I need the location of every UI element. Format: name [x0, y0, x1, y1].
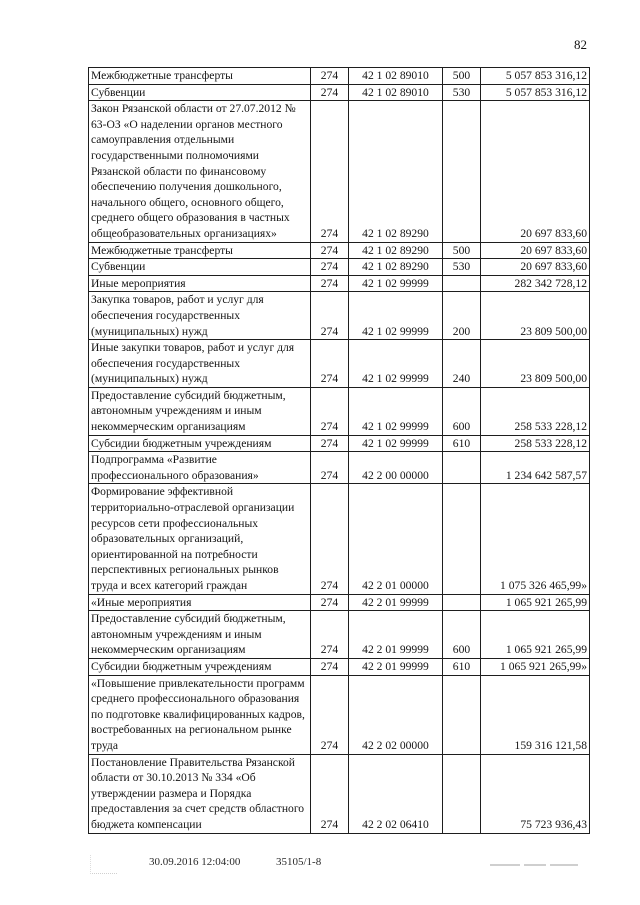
row-code: 42 2 02 00000	[349, 675, 443, 754]
page-number: 82	[574, 37, 587, 52]
row-ved: 274	[311, 340, 349, 388]
row-name: Иные мероприятия	[89, 275, 311, 292]
row-sum: 5 057 853 316,12	[481, 84, 590, 101]
row-sum: 20 697 833,60	[481, 242, 590, 259]
table-row	[89, 101, 590, 242]
table-row	[89, 387, 590, 435]
footer-datetime: 30.09.2016 12:04:00	[149, 856, 241, 868]
table-row	[89, 340, 590, 388]
row-ved: 274	[311, 484, 349, 594]
row-sum: 1 065 921 265,99	[481, 611, 590, 659]
row-name: Формирование эффективной территориально-отраслевой организации ресурсов сети профессиональных образовательных организаций, ориентированной на потребности перспективных региональных рынков труда и всех категорий граждан	[89, 484, 311, 594]
row-sum: 20 697 833,60	[481, 259, 590, 276]
table-row	[89, 242, 590, 259]
row-type: 530	[443, 84, 481, 101]
row-ved: 274	[311, 68, 349, 85]
row-name: Субсидии бюджетным учреждениям	[89, 435, 311, 452]
table-row	[89, 675, 590, 754]
row-type: 600	[443, 611, 481, 659]
row-code: 42 1 02 99999	[349, 340, 443, 388]
row-ved: 274	[311, 259, 349, 276]
row-code: 42 1 02 99999	[349, 275, 443, 292]
row-name: Закупка товаров, работ и услуг для обеспечения государственных (муниципальных) нужд	[89, 292, 311, 340]
row-sum: 1 075 326 465,99»	[481, 484, 590, 594]
row-code: 42 1 02 89290	[349, 259, 443, 276]
row-code: 42 1 02 99999	[349, 435, 443, 452]
row-name: Предоставление субсидий бюджетным, автономным учреждениям и иным некоммерческим организациям	[89, 387, 311, 435]
row-ved: 274	[311, 101, 349, 242]
row-type: 240	[443, 340, 481, 388]
table-row	[89, 259, 590, 276]
row-sum: 1 065 921 265,99»	[481, 658, 590, 675]
row-code: 42 1 02 89290	[349, 242, 443, 259]
row-code: 42 1 02 89290	[349, 101, 443, 242]
table-row	[89, 68, 590, 85]
row-ved: 274	[311, 594, 349, 611]
table-row	[89, 594, 590, 611]
row-sum: 75 723 936,43	[481, 754, 590, 833]
row-ved: 274	[311, 675, 349, 754]
row-type: 500	[443, 242, 481, 259]
row-name: «Иные мероприятия	[89, 594, 311, 611]
row-name: Предоставление субсидий бюджетным, автономным учреждениям и иным некоммерческим организациям	[89, 611, 311, 659]
row-type: 530	[443, 259, 481, 276]
row-code: 42 2 01 99999	[349, 658, 443, 675]
row-ved: 274	[311, 452, 349, 484]
table-row	[89, 435, 590, 452]
row-sum: 5 057 853 316,12	[481, 68, 590, 85]
row-code: 42 1 02 89010	[349, 84, 443, 101]
row-code: 42 2 01 99999	[349, 594, 443, 611]
row-name: Межбюджетные трансферты	[89, 242, 311, 259]
table-row	[89, 84, 590, 101]
row-sum: 258 533 228,12	[481, 435, 590, 452]
row-name: Подпрограмма «Развитие профессионального образования»	[89, 452, 311, 484]
footer-doc-number: 35105/1-8	[276, 856, 322, 868]
row-sum: 1 065 921 265,99	[481, 594, 590, 611]
row-code: 42 2 01 00000	[349, 484, 443, 594]
row-name: Субвенции	[89, 259, 311, 276]
row-name: Постановление Правительства Рязанской области от 30.10.2013 № 334 «Об утверждении размера и Порядка предоставления за счет средств областного бюджета компенсации	[89, 754, 311, 833]
row-type	[443, 452, 481, 484]
table-row	[89, 658, 590, 675]
row-code: 42 1 02 99999	[349, 387, 443, 435]
row-type: 600	[443, 387, 481, 435]
row-type	[443, 484, 481, 594]
row-ved: 274	[311, 292, 349, 340]
row-name: «Повышение привлекательности программ среднего профессионального образования по подготовке квалифицированных кадров, востребованных на региональном рынке труда	[89, 675, 311, 754]
row-sum: 1 234 642 587,57	[481, 452, 590, 484]
row-type: 500	[443, 68, 481, 85]
row-code: 42 1 02 89010	[349, 68, 443, 85]
row-code: 42 1 02 99999	[349, 292, 443, 340]
row-name: Закон Рязанской области от 27.07.2012 № 63-ОЗ «О наделении органов местного самоуправления отдельными государственными полномочиями Рязанской области по финансовому обеспечению получения дошкольного, начального общего, основного общего, среднего общего образования в частных общеобразовательных организациях»	[89, 101, 311, 242]
row-type	[443, 675, 481, 754]
row-sum: 20 697 833,60	[481, 101, 590, 242]
row-ved: 274	[311, 611, 349, 659]
scan-noise-mark	[490, 856, 586, 868]
table-row	[89, 275, 590, 292]
row-name: Иные закупки товаров, работ и услуг для обеспечения государственных (муниципальных) нужд	[89, 340, 311, 388]
row-ved: 274	[311, 275, 349, 292]
table-row	[89, 484, 590, 594]
row-ved: 274	[311, 754, 349, 833]
row-ved: 274	[311, 387, 349, 435]
row-sum: 23 809 500,00	[481, 340, 590, 388]
table-row	[89, 292, 590, 340]
row-code: 42 2 01 99999	[349, 611, 443, 659]
row-code: 42 2 02 06410	[349, 754, 443, 833]
row-ved: 274	[311, 658, 349, 675]
row-ved: 274	[311, 435, 349, 452]
row-type: 610	[443, 435, 481, 452]
row-type	[443, 101, 481, 242]
table-row	[89, 611, 590, 659]
table-row	[89, 754, 590, 833]
row-ved: 274	[311, 242, 349, 259]
row-name: Субвенции	[89, 84, 311, 101]
row-name: Межбюджетные трансферты	[89, 68, 311, 85]
budget-table-body	[89, 68, 590, 834]
row-type	[443, 275, 481, 292]
row-ved: 274	[311, 84, 349, 101]
scan-stamp-mark	[90, 855, 117, 874]
row-type	[443, 754, 481, 833]
row-sum: 282 342 728,12	[481, 275, 590, 292]
budget-table	[88, 67, 590, 834]
row-sum: 159 316 121,58	[481, 675, 590, 754]
row-sum: 258 533 228,12	[481, 387, 590, 435]
row-type	[443, 594, 481, 611]
row-sum: 23 809 500,00	[481, 292, 590, 340]
row-code: 42 2 00 00000	[349, 452, 443, 484]
table-row	[89, 452, 590, 484]
row-type: 200	[443, 292, 481, 340]
row-type: 610	[443, 658, 481, 675]
row-name: Субсидии бюджетным учреждениям	[89, 658, 311, 675]
